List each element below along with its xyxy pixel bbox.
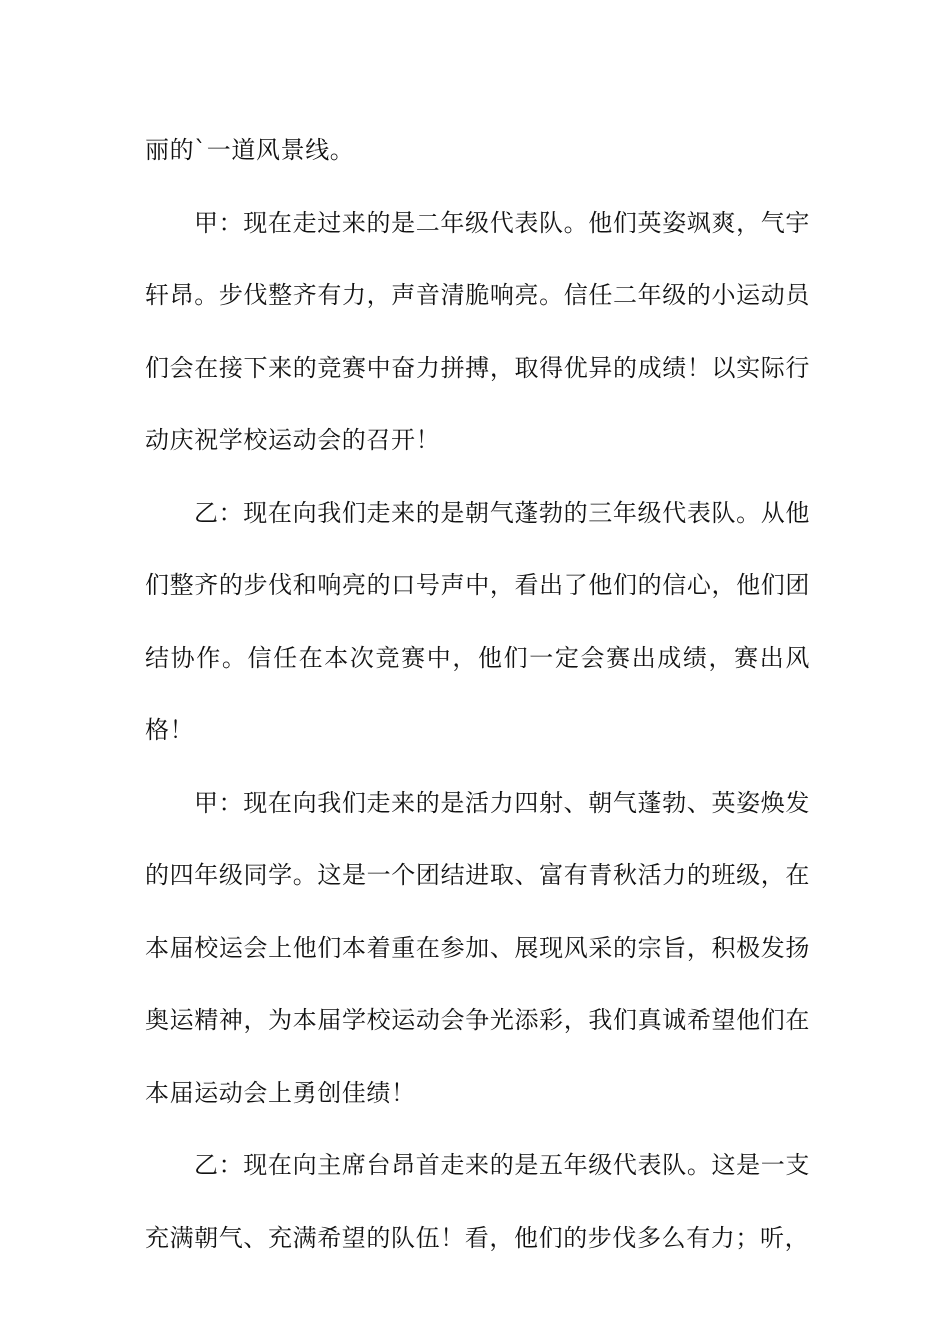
document-body <box>145 114 810 1274</box>
paragraph-grade-three: 乙：现在向我们走来的是朝气蓬勃的三年级代表队。从他们整齐的步伐和响亮的口号声中，看出了他们的信心，他们团结协作。信任在本次竞赛中，他们一定会赛出成绩，赛出风格！ <box>145 498 810 744</box>
paragraph-grade-five: 乙：现在向主席台昂首走来的是五年级代表队。这是一支充满朝气、充满希望的队伍！看，他们的步伐多么有力；听， <box>145 1151 810 1252</box>
paragraph-grade-two: 甲：现在走过来的是二年级代表队。他们英姿飒爽，气宇轩昂。步伐整齐有力，声音清脆响亮。信任二年级的小运动员们会在接下来的竞赛中奋力拼搏，取得优异的成绩！以实际行动庆祝学校运动会的召开！ <box>145 208 810 454</box>
paragraph-continuation: 丽的`一道风景线。 <box>145 136 355 164</box>
paragraph-grade-four: 甲：现在向我们走来的是活力四射、朝气蓬勃、英姿焕发的四年级同学。这是一个团结进取、富有青秋活力的班级，在本届校运会上他们本着重在参加、展现风采的宗旨，积极发扬奥运精神，为本届学校运动会争光添彩，我们真诚希望他们在本届运动会上勇创佳绩！ <box>145 788 810 1107</box>
